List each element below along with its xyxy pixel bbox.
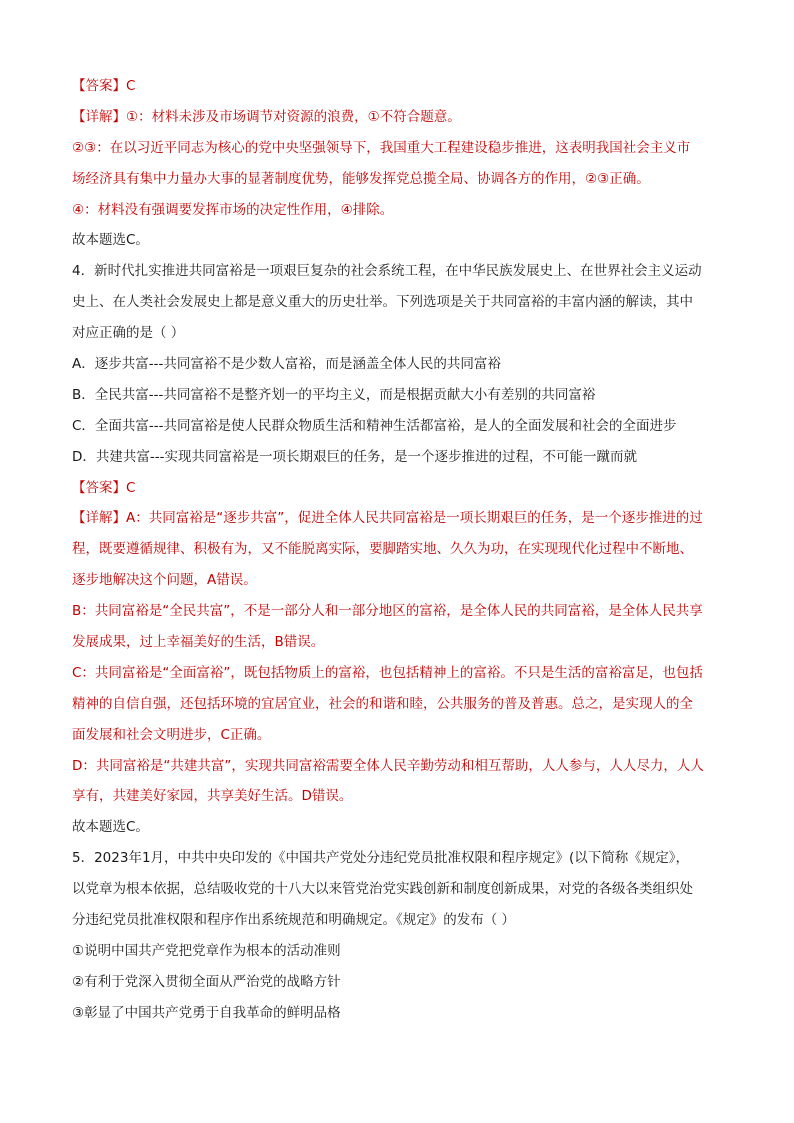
q5-stem-line-2: 以党章为根本依据，总结吸收党的十八大以来管党治党实践创新和制度创新成果，对党的各级各类组织处 <box>72 881 693 898</box>
q4-option-a: A．逐步共富---共同富裕不是少数人富裕，而是涵盖全体人民的共同富裕 <box>72 356 501 373</box>
q4-conclusion: 故本题选C。 <box>72 819 149 836</box>
q3-conclusion: 故本题选C。 <box>72 232 149 249</box>
q3-detail-text-1: ①：材料未涉及市场调节对资源的浪费，①不符合题意。 <box>126 108 461 125</box>
q4-answer-value: C <box>126 479 136 496</box>
q4-detail-line-d2: 享有，共建美好家园，共享美好生活。D错误。 <box>72 788 353 805</box>
q4-stem-line-1: 4．新时代扎实推进共同富裕是一项艰巨复杂的社会系统工程，在中华民族发展史上、在世界社会主义运动 <box>72 263 702 280</box>
q4-option-b: B．全民共富---共同富裕不是整齐划一的平均主义，而是根据贡献大小有差别的共同富裕 <box>72 386 596 403</box>
q3-detail-label: 【详解】 <box>72 108 126 125</box>
q3-answer-value: C <box>126 78 136 94</box>
q5-item-1: ①说明中国共产党把党章作为根本的活动准则 <box>72 942 341 959</box>
q3-detail-line-3: 场经济具有集中力量办大事的显著制度优势，能够发挥党总揽全局、协调各方的作用，②③正确。 <box>72 170 650 187</box>
q4-answer-line <box>72 478 724 498</box>
q4-option-c: C．全面共富---共同富裕是使人民群众物质生活和精神生活都富裕，是人的全面发展和社会的全面进步 <box>72 417 677 434</box>
q3-detail-line-1 <box>72 107 724 127</box>
q5-item-2: ②有利于党深入贯彻全面从严治党的战略方针 <box>72 973 341 990</box>
q4-detail-line-b2: 发展成果，过上幸福美好的生活，B错误。 <box>72 634 325 651</box>
q5-stem-line-3: 分违纪党员批准权限和程序作出系统规范和明确规定。《规定》的发布（ ） <box>72 912 516 929</box>
q4-detail-line-d1: D：共同富裕是“共建共富”，实现共同富裕需要全体人民辛勤劳动和相互帮助，人人参与，人人尽力，人人 <box>72 757 704 774</box>
q4-detail-line-a3: 逐步地解决这个问题，A错误。 <box>72 572 257 589</box>
q3-answer-line <box>72 76 724 96</box>
q3-detail-line-2: ②③：在以习近平同志为核心的党中央坚强领导下，我国重大工程建设稳步推进，这表明我国社会主义市 <box>72 139 691 156</box>
q5-item-3: ③彰显了中国共产党勇于自我革命的鲜明品格 <box>72 1004 341 1021</box>
q4-detail-line-a1 <box>72 508 724 528</box>
q4-detail-text-a1: A：共同富裕是“逐步共富”，促进全体人民共同富裕是一项长期艰巨的任务，是一个逐步推进的过 <box>126 510 703 527</box>
q4-stem-line-3: 对应正确的是（ ） <box>72 325 185 342</box>
document-page <box>72 76 724 1034</box>
q4-answer-label: 【答案】 <box>72 479 126 496</box>
q4-detail-label: 【详解】 <box>72 510 126 527</box>
q3-detail-line-4: ④：材料没有强调要发挥市场的决定性作用，④排除。 <box>72 201 394 218</box>
q4-detail-line-a2: 程，既要遵循规律、积极有为，又不能脱离实际，要脚踏实地、久久为功，在实现现代化过程中不断地、 <box>72 541 693 558</box>
q4-detail-line-c1: C：共同富裕是“全面富裕”，既包括物质上的富裕，也包括精神上的富裕。不只是生活的富裕富足，也包括 <box>72 664 703 681</box>
q4-detail-line-c3: 面发展和社会文明进步，C正确。 <box>72 726 271 743</box>
q4-stem-line-2: 史上、在人类社会发展史上都是意义重大的历史壮举。下列选项是关于共同富裕的丰富内涵的解读，其中 <box>72 294 693 311</box>
q5-stem-line-1: 5．2023年1月，中共中央印发的《中国共产党处分违纪党员批准权限和程序规定》(以下简称《规定》， <box>72 850 690 867</box>
q3-answer-label: 【答案】 <box>72 78 126 94</box>
q4-option-d: D．共建共富---实现共同富裕是一项长期艰巨的任务，是一个逐步推进的过程，不可能一蹴而就 <box>72 448 638 465</box>
q4-detail-line-b1: B：共同富裕是“全民共富”，不是一部分人和一部分地区的富裕，是全体人民的共同富裕，是全体人民共享 <box>72 603 703 620</box>
q4-detail-line-c2: 精神的自信自强，还包括环境的宜居宜业，社会的和谐和睦，公共服务的普及普惠。总之，是实现人的全 <box>72 695 693 712</box>
